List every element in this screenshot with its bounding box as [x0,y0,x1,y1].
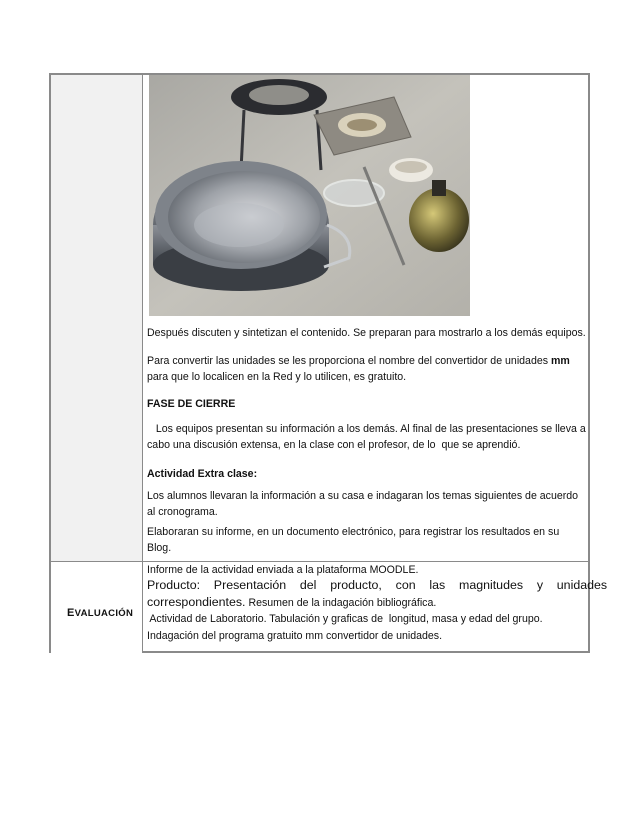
table-left-column [51,75,143,651]
evaluation-line-software: Indagación del programa gratuito mm convertidor de unidades. [147,630,443,642]
activity-table [49,73,608,653]
evaluation-line-report: Informe de la actividad enviada a la plataforma MOODLE. [147,564,419,576]
paragraph-discussion: Después discuten y sintetizan el contenido. Se preparan para mostrarlo a los demás equipos. [147,327,586,339]
lab-photo-illustration [149,75,470,316]
paragraph-report: Elaboraran su informe, en un documento electrónico, para registrar los resultados en su Blog. [147,526,560,554]
evaluation-line-lab: Actividad de Laboratorio. Tabulación y graficas de longitud, masa y edad del grupo. [147,613,543,625]
heading-extra-activity: Actividad Extra clase: [147,468,258,480]
paragraph-homework: Los alumnos llevaran la información a su casa e indagaran los temas siguientes de acuerdo al cronograma. [147,490,579,518]
paragraph-closing: Los equipos presentan su información a los demás. Al final de las presentaciones se lleva a cabo una discusión extensa, en la clase con el profesor, de lo que se aprendió. [147,423,586,451]
heading-fase-cierre: FASE DE CIERRE [147,398,236,410]
left-cell-shaded [51,75,142,561]
paragraph-converter: Para convertir las unidades se les proporciona el nombre del convertidor de unidades mm para que lo localicen en la Red y lo utilicen, es gratuito. [147,355,570,383]
evaluation-label: EVALUACIÓN [67,607,134,619]
evaluation-line-product: Producto: Presentación del producto, con las magnitudes y unidades [147,578,608,592]
table-right-column [143,75,608,651]
evaluation-line-summary: correspondientes. Resumen de la indagación bibliográfica. [147,595,437,609]
lab-equipment-photo [149,75,470,316]
